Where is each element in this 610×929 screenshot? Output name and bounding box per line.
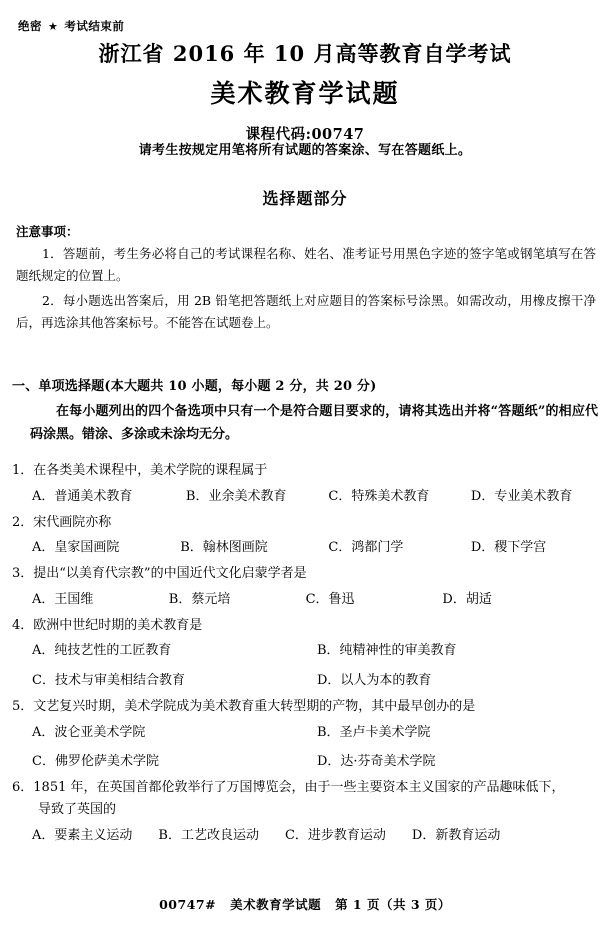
question-options (12, 483, 602, 513)
pen-notice: 请考生按规定用笔将所有试题的答案涂、写在答题纸上。 (138, 143, 472, 158)
question-item (12, 616, 602, 697)
page-title: 浙江省 2016 年 10 月高等教育自学考试 (98, 41, 512, 66)
note-item-2: 2．每小题选出答案后，用 2B 铅笔把答题纸上对应题目的答案标号涂黑。如需改动，用橡皮擦干净后，再选涂其他答案标号。不能答在试题卷上。 (16, 293, 596, 330)
confidential-marking (18, 18, 124, 34)
question-stem: 2．宋代画院亦称 (12, 514, 112, 530)
option-a[interactable]: A．波仑亚美术学院 (32, 724, 146, 740)
option-c[interactable]: C．特殊美术教育 (328, 488, 430, 504)
question-options (12, 534, 602, 564)
footer-title: 美术教育学试题 (230, 897, 322, 912)
option-b[interactable]: B．圣卢卡美术学院 (317, 724, 431, 740)
option-c[interactable]: C．进步教育运动 (284, 827, 386, 843)
question-options (12, 667, 602, 697)
star-icon: ★ (48, 20, 59, 33)
part-one-description: 在每小题列出的四个备选项中只有一个是符合题目要求的，请将其选出并将“答题纸”的相应代码涂黑。错涂、多涂或未涂均无分。 (30, 404, 598, 443)
question-options (12, 637, 602, 667)
question-stem: 5．文艺复兴时期，美术学院成为美术教育重大转型期的产物，其中最早创办的是 (12, 698, 476, 714)
footer-page-number: 第 1 页（共 3 页） (335, 897, 451, 912)
option-a[interactable]: A．纯技艺性的工匠教育 (32, 643, 172, 659)
option-a[interactable]: A．普通美术教育 (32, 488, 133, 504)
question-options (12, 748, 602, 778)
option-c[interactable]: C．鲁迅 (305, 591, 355, 607)
confidential-label: 绝密 (18, 19, 42, 33)
option-d[interactable]: D．专业美术教育 (470, 488, 573, 504)
question-item (12, 564, 602, 616)
option-b[interactable]: B．业余美术教育 (185, 488, 287, 504)
option-d[interactable]: D．新教育运动 (411, 827, 501, 843)
question-item (12, 513, 602, 565)
question-stem-continued (12, 800, 602, 822)
option-b[interactable]: B．翰林图画院 (180, 540, 268, 556)
question-stem: 3．提出“以美育代宗教”的中国近代文化启蒙学者是 (12, 566, 307, 581)
title-block (0, 38, 610, 144)
option-a[interactable]: A．皇家国画院 (32, 540, 120, 556)
course-code: 课程代码:00747 (245, 125, 365, 143)
part-one-heading: 一、单项选择题(本大题共 10 小题，每小题 2 分，共 20 分) (12, 379, 377, 394)
option-b[interactable]: B．工艺改良运动 (158, 827, 259, 843)
footer-code: 00747# (159, 897, 217, 912)
question-item (12, 697, 602, 778)
option-b[interactable]: B．纯精神性的审美教育 (317, 643, 457, 659)
option-a[interactable]: A．王国维 (32, 591, 94, 607)
option-c[interactable]: C．佛罗伦萨美术学院 (32, 754, 159, 770)
option-d[interactable]: D．以人为本的教育 (317, 673, 432, 688)
notes-heading: 注意事项： (16, 224, 79, 239)
subject-title: 美术教育学试题 (210, 78, 400, 108)
question-stem-cont-text: 导致了英国的 (38, 801, 117, 817)
option-d[interactable]: D．胡适 (442, 591, 492, 607)
question-stem: 4．欧洲中世纪时期的美术教育是 (12, 617, 203, 633)
option-d[interactable]: D．稷下学宫 (470, 540, 547, 556)
option-d[interactable]: D．达·芬奇美术学院 (317, 754, 436, 770)
question-item (12, 778, 602, 851)
page-footer (0, 895, 610, 913)
question-list (12, 461, 602, 851)
question-options (12, 822, 602, 852)
option-b[interactable]: B．蔡元培 (168, 591, 231, 607)
question-options (12, 719, 602, 749)
question-stem: 1．在各类美术课程中，美术学院的课程属于 (12, 463, 268, 478)
question-item (12, 461, 602, 513)
option-c[interactable]: C．技术与审美相结合教育 (32, 673, 185, 688)
confidential-note: 考试结束前 (64, 19, 125, 33)
section-title-choice: 选择题部分 (262, 189, 348, 208)
option-a[interactable]: A．要素主义运动 (32, 827, 133, 843)
option-c[interactable]: C．鸿都门学 (328, 540, 404, 556)
question-stem: 6．1851 年，在英国首都伦敦举行了万国博览会，由于一些主要资本主义国家的产品趣味低下， (12, 780, 565, 795)
question-options (12, 586, 602, 616)
note-item-1: 1．答题前，考生务必将自己的考试课程名称、姓名、准考证号用黑色字迹的签字笔或钢笔填写在答题纸规定的位置上。 (16, 246, 596, 283)
